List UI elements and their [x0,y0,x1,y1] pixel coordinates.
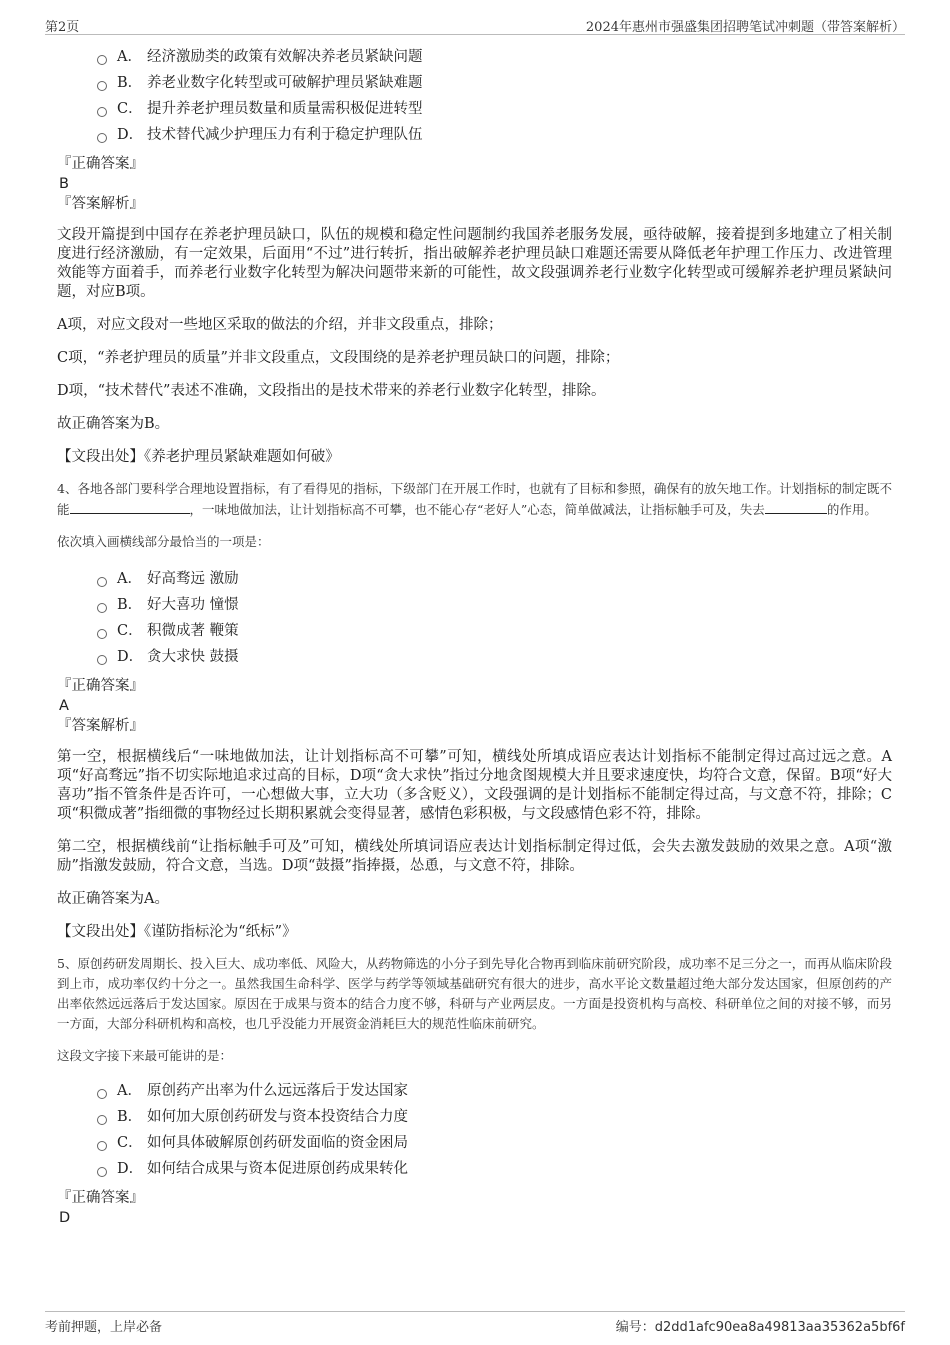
q5-answer: D [59,1210,71,1226]
q4-option-c[interactable]: C． 积微成著 鞭策 [97,618,892,644]
q3-analysis-paragraph: D项，“技术替代”表述不准确，文段指出的是技术带来的养老行业数字化转型，排除。 [57,383,606,399]
q4-options [57,566,892,670]
q4-blank-1 [70,499,190,514]
document-title: 2024年惠州市强盛集团招聘笔试冲刺题（带答案解析） [585,20,905,35]
radio-icon[interactable] [97,577,107,587]
radio-icon[interactable] [97,603,107,613]
radio-icon[interactable] [97,655,107,665]
page-header [45,14,905,35]
q3-analysis-conclusion: 故正确答案为B。 [57,416,170,432]
page-number: 第2页 [45,20,80,35]
q4-blank-2 [765,499,827,514]
q4-analysis-label: 『答案解析』 [57,718,144,734]
radio-icon[interactable] [97,1089,107,1099]
radio-icon[interactable] [97,1167,107,1177]
q4-prompt: 依次填入画横线部分最恰当的一项是： [57,534,270,549]
q3-options [57,44,892,148]
q3-option-b[interactable]: B． 养老业数字化转型或可破解护理员紧缺难题 [97,70,892,96]
q5-option-b[interactable]: B． 如何加大原创药研发与资本投资结合力度 [97,1104,892,1130]
q4-answer: A [59,698,69,714]
q5-option-d[interactable]: D． 如何结合成果与资本促进原创药成果转化 [97,1156,892,1182]
q5-options [57,1078,892,1182]
q3-option-c[interactable]: C． 提升养老护理员数量和质量需积极促进转型 [97,96,892,122]
q4-answer-label: 『正确答案』 [57,678,144,694]
q4-option-b[interactable]: B． 好大喜功 憧憬 [97,592,892,618]
q3-answer-label: 『正确答案』 [57,156,144,172]
q3-option-d[interactable]: D． 技术替代减少护理压力有利于稳定护理队伍 [97,122,892,148]
document-body [57,44,892,1228]
document-code: 编号：d2dd1afc90ea8a49813aa35362a5bf6f [615,1320,905,1335]
radio-icon[interactable] [97,133,107,143]
q3-analysis-paragraph: A项，对应文段对一些地区采取的做法的介绍，并非文段重点，排除； [57,317,503,333]
q4-stem: 4、各地各部门要科学合理地设置指标，有了看得见的指标，下级部门在开展工作时，也就有了目标和参照，确保有的放矢地工作。计划指标的制定既不能 ，一味地做加法，让计划指标高不可攀，也不能心存“老好人”心态，简单做减法，让指标触手可及，失去 的作用。 [57,481,892,517]
q4-option-d[interactable]: D． 贪大求快 鼓摄 [97,644,892,670]
q5-answer-label: 『正确答案』 [57,1190,144,1206]
radio-icon[interactable] [97,107,107,117]
footer-slogan: 考前押题，上岸必备 [45,1320,163,1335]
q3-answer: B [59,176,69,192]
q5-option-a[interactable]: A． 原创药产出率为什么远远落后于发达国家 [97,1078,892,1104]
q4-analysis-conclusion: 故正确答案为A。 [57,891,169,907]
q3-option-a[interactable]: A． 经济激励类的政策有效解决养老员紧缺问题 [97,44,892,70]
q5-option-c[interactable]: C． 如何具体破解原创药研发面临的资金困局 [97,1130,892,1156]
radio-icon[interactable] [97,55,107,65]
page-footer [45,1311,905,1336]
radio-icon[interactable] [97,81,107,91]
q3-analysis-paragraph: 文段开篇提到中国存在养老护理员缺口，队伍的规模和稳定性问题制约我国养老服务发展，亟待破解，接着提到多地建立了相关制度进行经济激励，有一定效果，后面用“不过”进行转折，指出破解养老护理员缺口难题还需要从降低老年护理工作压力、改进管理效能等方面着手，而养老行业数字化转型为解决问题带来新的可能性，故文段强调养老行业数字化转型或可缓解养老护理员紧缺问题，对应B项。 [57,227,892,300]
q3-analysis-label: 『答案解析』 [57,196,144,212]
q5-prompt: 这段文字接下来最可能讲的是： [57,1048,233,1063]
q4-source: 【文段出处】《谨防指标沦为“纸标”》 [57,924,297,940]
q3-source: 【文段出处】《养老护理员紧缺难题如何破》 [57,449,340,465]
q4-analysis-paragraph: 第一空，根据横线后“一味地做加法，让计划指标高不可攀”可知，横线处所填成语应表达计划指标不能制定得过高过远之意。A项“好高骛远”指不切实际地追求过高的目标，D项“贪大求快”指过分地贪图规模大并且要求速度快，均符合文意，保留。B项“好大喜功”指不管条件是否许可，一心想做大事，立大功（多含贬义），文段强调的是计划指标不能制定得过高，与文意不符，排除；C项“积微成著”指细微的事物经过长期积累就会变得显著，感情色彩积极，与文段感情色彩不符，排除。 [57,749,892,822]
radio-icon[interactable] [97,1115,107,1125]
q5-stem: 5、原创药研发周期长、投入巨大、成功率低、风险大，从药物筛选的小分子到先导化合物再到临床前研究阶段，成功率不足三分之一，而再从临床阶段到上市，成功率仅约十分之一。虽然我国生命科学、医学与药学等领域基础研究有很大的进步，高水平论文数量超过绝大部分发达国家，但原创药的产出率依然远远落后于发达国家。原因在于成果与资本的结合力度不够，科研与产业两层皮。一方面是投资机构与高校、科研单位之间的对接不够，而另一方面，大部分科研机构和高校，也几乎没能力开展资金消耗巨大的规范性临床前研究。 [57,956,892,1031]
radio-icon[interactable] [97,1141,107,1151]
q3-analysis-paragraph: C项，“养老护理员的质量”并非文段重点，文段围绕的是养老护理员缺口的问题，排除； [57,350,620,366]
radio-icon[interactable] [97,629,107,639]
q4-option-a[interactable]: A． 好高骛远 激励 [97,566,892,592]
q4-analysis-paragraph: 第二空，根据横线前“让指标触手可及”可知，横线处所填词语应表达计划指标制定得过低，会失去激发鼓励的效果之意。A项“激励”指激发鼓励，符合文意，当选。D项“鼓摄”指捧摄，怂恿，与文意不符，排除。 [57,839,892,874]
